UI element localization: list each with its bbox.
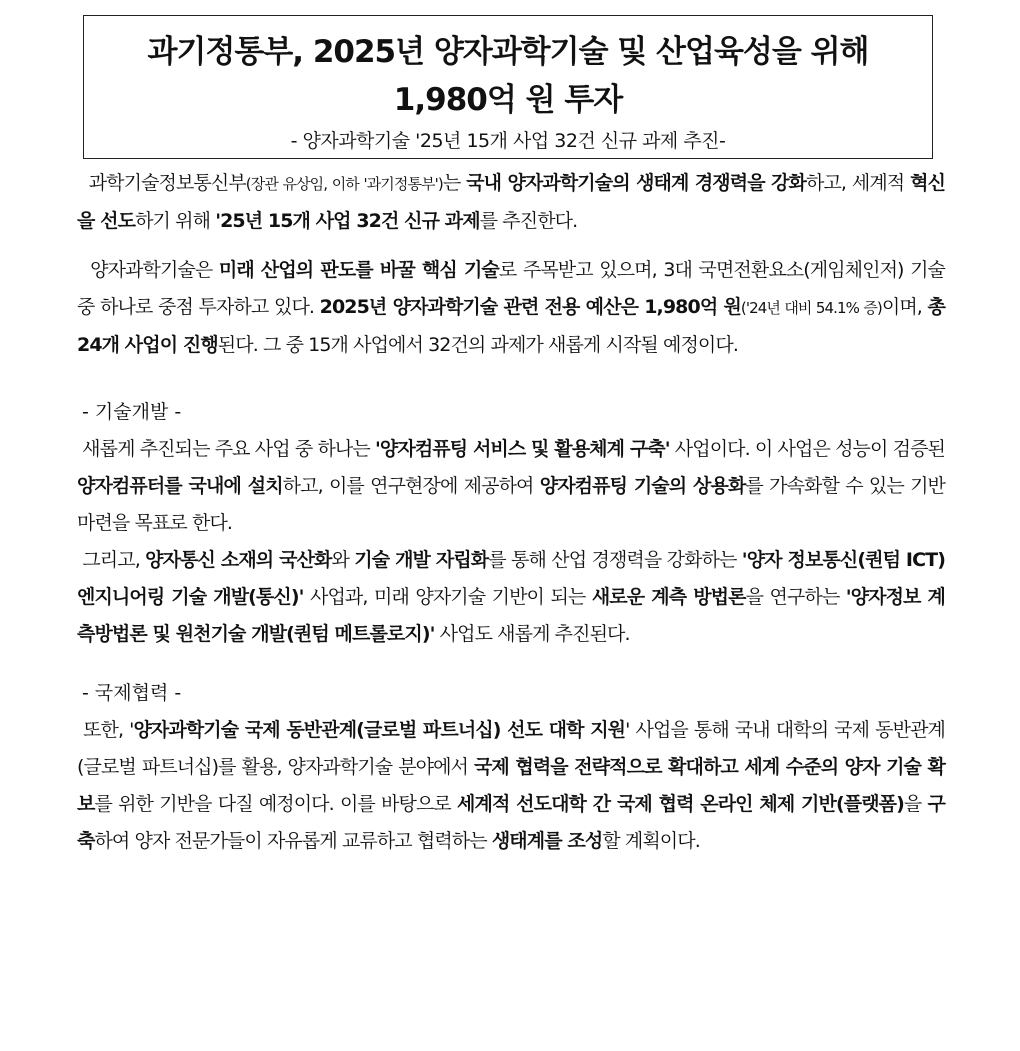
text: 로 주목받고 있으며, 3대 국면전환요소(게임체인저) 기술 중 하나로 중점 투자하고 있다.: [77, 259, 945, 318]
text: 를 위한 기반을 다질 예정이다. 이를 바탕으로: [94, 793, 458, 815]
text: 그리고,: [82, 549, 146, 571]
text: 를 추진한다.: [479, 210, 578, 232]
text: 새롭게 추진되는 주요 사업 중 하나는: [82, 438, 376, 460]
bold-text: '25년 15개 사업 32건 신규 과제: [215, 210, 480, 232]
paragraph-international: [77, 712, 945, 860]
bold-text: 2025년 양자과학기술 관련 전용 예산은 1,980억 원: [319, 296, 741, 318]
page-subtitle: - 양자과학기술 '25년 15개 사업 32건 신규 과제 추진-: [290, 130, 726, 152]
text: 와: [331, 549, 355, 571]
bold-text: '양자컴퓨팅 서비스 및 활용체계 구축': [375, 438, 670, 460]
paragraph-quantum-computing: [77, 431, 945, 542]
text: 하여 양자 전문가들이 자유롭게 교류하고 협력하는: [94, 830, 492, 852]
bold-text: 총 24개 사업이 진행: [77, 296, 946, 356]
section-label-intl: - 국제협력 -: [82, 682, 182, 704]
bold-text: 양자컴퓨터를 국내에 설치: [77, 475, 283, 497]
text: 이며,: [881, 296, 928, 318]
text: 과학기술정보통신부: [88, 172, 246, 194]
text: 하고, 이를 연구현장에 제공하여: [282, 475, 540, 497]
bold-text: 기술 개발 자립화: [354, 549, 489, 571]
text: 할 계획이다.: [602, 830, 700, 852]
bold-text: 세계적 선도대학 간 국제 협력 온라인 체제 기반(플랫폼): [457, 793, 904, 815]
page-title: [84, 28, 932, 124]
bold-text: 양자과학기술 국제 동반관계(글로벌 파트너십) 선도 대학 지원: [133, 719, 626, 741]
article-body: [77, 165, 945, 860]
title-line-1: 과기정통부, 2025년 양자과학기술 및 산업육성을 위해: [147, 34, 869, 70]
text: 사업도 새롭게 추진된다.: [434, 623, 630, 645]
title-box: [83, 15, 933, 159]
text: 양자과학기술은: [90, 259, 219, 281]
text: 을: [903, 793, 928, 815]
text: 사업이다. 이 사업은 성능이 검증된: [669, 438, 945, 460]
bold-text: '양자 정보통신(퀀텀 ICT) 엔지니어링 기술 개발(통신)': [77, 549, 945, 608]
text: ('24년 대비 54.1% 증): [740, 299, 882, 317]
text: 하고, 세계적: [806, 172, 911, 194]
title-line-2: 1,980억 원 투자: [393, 82, 623, 118]
paragraph-intro: [77, 165, 945, 240]
bold-text: 구축: [77, 793, 946, 852]
bold-text: 생태계를 조성: [491, 830, 603, 852]
text: ' 사업을 통해 국내 대학의 국제 동반관계(글로벌 파트너십)를 활용, 양자과학기술 분야에서: [77, 719, 945, 778]
text: 하기 위해: [135, 210, 216, 232]
bold-text: 국제 협력을 전략적으로 확대하고 세계 수준의 양자 기술 확보: [77, 756, 945, 815]
section-label-tech: - 기술개발 -: [82, 401, 182, 423]
bold-text: '양자정보 계측방법론 및 원천기술 개발(퀀텀 메트롤로지)': [77, 586, 945, 645]
text: 를 가속화할 수 있는 기반마련을 목표로 한다.: [77, 475, 945, 534]
text: (장관 유상임, 이하 '과기정통부'): [245, 175, 443, 193]
bold-text: 국내 양자과학기술의 생태계 경쟁력을 강화: [466, 172, 806, 194]
paragraph-quantum-comm: [77, 542, 945, 653]
text: 를 통해 산업 경쟁력을 강화하는: [488, 549, 742, 571]
bold-text: 미래 산업의 판도를 바꿀 핵심 기술: [218, 259, 499, 281]
bold-text: 양자통신 소재의 국산화: [145, 549, 332, 571]
paragraph-budget: [77, 252, 945, 364]
bold-text: 혁신을 선도: [77, 172, 946, 232]
bold-text: 양자컴퓨팅 기술의 상용화: [539, 475, 746, 497]
text: 된다. 그 중 15개 사업에서 32건의 과제가 새롭게 시작될 예정이다.: [217, 334, 738, 356]
text: 사업과, 미래 양자기술 기반이 되는: [303, 586, 592, 608]
text: 는: [442, 172, 467, 194]
text: 을 연구하는: [745, 586, 846, 608]
text: 또한, ': [83, 719, 134, 741]
bold-text: 새로운 계측 방법론: [591, 586, 746, 608]
